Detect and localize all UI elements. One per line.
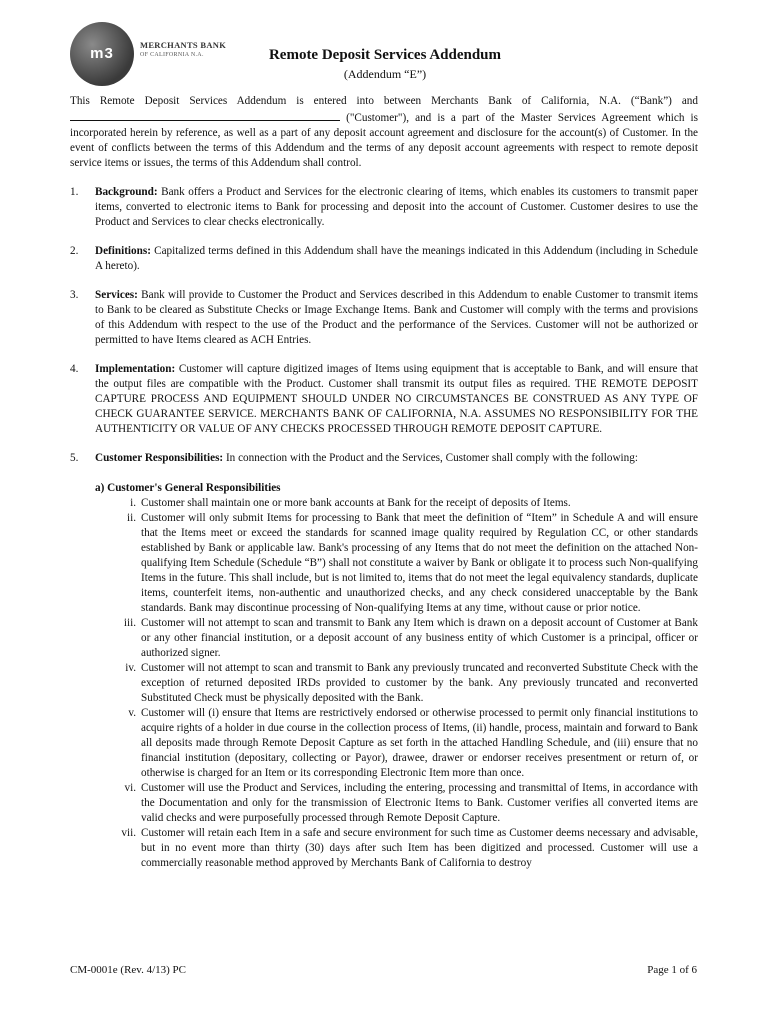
section-customer-responsibilities — [70, 451, 698, 466]
section-number: 3. — [70, 289, 79, 301]
subsection-general-responsibilities — [70, 481, 698, 871]
item-numeral: vi. — [124, 782, 136, 794]
list-item — [95, 706, 698, 781]
footer-form-number: CM-0001e (Rev. 4/13) PC — [70, 964, 187, 976]
section-number: 2. — [70, 245, 79, 257]
section-definitions — [70, 244, 698, 274]
section-text: Capitalized terms defined in this Addendum shall have the meanings indicated in this Addendum (including in Schedule A hereto). — [95, 245, 698, 272]
section-implementation — [70, 362, 698, 437]
logo-mark: m3 — [90, 45, 114, 62]
item-numeral: iii. — [123, 617, 136, 629]
item-numeral: i. — [130, 497, 136, 509]
intro-text-1: This Remote Deposit Services Addendum is entered into between Merchants Bank of California, N.A. (“Bank”) and — [70, 95, 698, 107]
item-text: Customer will (i) ensure that Items are restrictively endorsed or otherwise processed to permit only financial institutions to acquire rights of a holder in due course in the collection process of Items, (ii) handle, process, maintain and forward to Bank all deposits made through Remote Deposit Capture as set forth in the attached Handling Schedule, and (iii) ensure that no financial institution (depositary, collecting or Payor), drawee, drawer or endorser receives presentment or return of, or otherwise is charged for an Item or its corresponding Electronic Item more than once. — [141, 707, 698, 779]
section-number: 5. — [70, 452, 79, 464]
document-title: Remote Deposit Services Addendum — [268, 47, 502, 63]
footer-page-number: Page 1 of 6 — [647, 964, 697, 976]
logo-bank-name: MERCHANTS BANK — [140, 40, 227, 50]
item-numeral: vii. — [121, 827, 136, 839]
section-heading: Services: — [95, 289, 138, 301]
item-numeral: ii. — [126, 512, 136, 524]
item-text: Customer shall maintain one or more bank accounts at Bank for the receipt of deposits of Items. — [141, 497, 571, 509]
logo-bank-subname: OF CALIFORNIA N.A. — [140, 52, 204, 58]
list-item — [95, 616, 698, 661]
item-text: Customer will retain each Item in a safe and secure environment for such time as Customer deems necessary and advisable, but in no event more than thirty (30) days after such Item has been digitized and processed. Customer will use a commercially reasonable method approved by Merchants Bank of California to destroy — [141, 827, 698, 869]
intro-text-2: ("Customer"), and is a part of the Master Services Agreement which is incorporated herein by reference, as well as a part of any deposit account agreement and disclosure for the account(s) of Customer. In the event of conflicts between the terms of this Addendum and the terms of any deposit account agreements with respect to remote deposit service items or issues, the terms of this Addendum shall control. — [70, 112, 698, 169]
list-item — [95, 826, 698, 871]
list-item — [95, 661, 698, 706]
list-item — [95, 496, 698, 511]
intro-paragraph — [70, 94, 698, 171]
section-heading: Background: — [95, 186, 158, 198]
subsection-heading: a) Customer's General Responsibilities — [95, 482, 281, 494]
document-body — [70, 94, 698, 871]
list-item — [95, 511, 698, 616]
item-text: Customer will not attempt to scan and transmit to Bank any previously truncated and reconverted Substitute Check with the exception of returned deposited IRDs provided to customer by the bank. Any previously truncated and reconverted Substituted Check must be physically deposited with the Bank. — [141, 662, 698, 704]
section-heading: Definitions: — [95, 245, 151, 257]
section-text: In connection with the Product and the Services, Customer shall comply with the following: — [223, 452, 638, 464]
item-text: Customer will not attempt to scan and transmit to Bank any Item which is drawn on a deposit account of Customer at Bank or any other financial institution, or a deposit account of any business entity of which Customer is a principal, officer or authorized signer. — [141, 617, 698, 659]
section-background — [70, 185, 698, 230]
section-number: 1. — [70, 186, 79, 198]
document-subtitle: (Addendum “E”) — [343, 67, 427, 81]
item-numeral: iv. — [125, 662, 136, 674]
section-text: Bank offers a Product and Services for the electronic clearing of items, which enables its customers to transmit paper items, converted to electronic items to Bank for processing and deposit into the account of Customer. Customer desires to use the Product and Services to clear checks electronically. — [95, 186, 698, 228]
item-text: Customer will use the Product and Services, including the entering, processing and transmittal of Items, in accordance with the Documentation and only for the transmission of Electronic Items to Bank. Customer verifies all converted items are valid checks and were purposefully processed through Remote Deposit Capture. — [141, 782, 698, 824]
customer-name-blank[interactable] — [70, 109, 340, 121]
item-numeral: v. — [128, 707, 136, 719]
section-heading: Customer Responsibilities: — [95, 452, 224, 464]
section-services — [70, 288, 698, 348]
item-text: Customer will only submit Items for processing to Bank that meet the definition of “Item” in Schedule A and will ensure that the Items meet or exceed the standards for scanned image quality required by Regulation CC, or other standards established by Bank or applicable law. Bank's processing of any Items that do not meet the definition on the attached Non-qualifying Item Schedule (Schedule “B”) shall not constitute a waiver by Bank or obligate it to process such Non-qualifying Items in the future. This shall include, but is not limited to, items that do not meet the legal equivalency standards, duplicate items, counterfeit items, non-authentic and unauthorized checks, and any check considered unacceptable by the Bank standards. Bank may discontinue processing of Non-qualifying Items at any time, without cause or prior notice. — [141, 512, 698, 614]
section-heading: Implementation: — [95, 363, 176, 375]
section-text: Bank will provide to Customer the Product and Services described in this Addendum to enable Customer to transmit items to Bank to be cleared as Substitute Checks or Image Exchange Items. Bank and Customer will comply with the terms and provisions of this Addendum with respect to the use of the Product and the performance of the Services. Customer will not be authorized or permitted to have Items cleared as ACH Entries. — [95, 289, 698, 346]
section-text: Customer will capture digitized images of Items using equipment that is acceptable to Bank, and will ensure that the output files are compatible with the Product. Customer shall transmit its output files as required. THE REMOTE DEPOSIT CAPTURE PROCESS AND EQUIPMENT SHOULD UNDER NO CIRCUMSTANCES BE CONSTRUED AS ANY TYPE OF CHECK GUARANTEE SERVICE. MERCHANTS BANK OF CALIFORNIA, N.A. ASSUMES NO RESPONSIBILITY FOR THE AUTHENTICITY OR VALUE OF ANY CHECKS PROCESSED THROUGH REMOTE DEPOSIT CAPTURE. — [95, 363, 698, 435]
section-number: 4. — [70, 363, 79, 375]
list-item — [95, 781, 698, 826]
